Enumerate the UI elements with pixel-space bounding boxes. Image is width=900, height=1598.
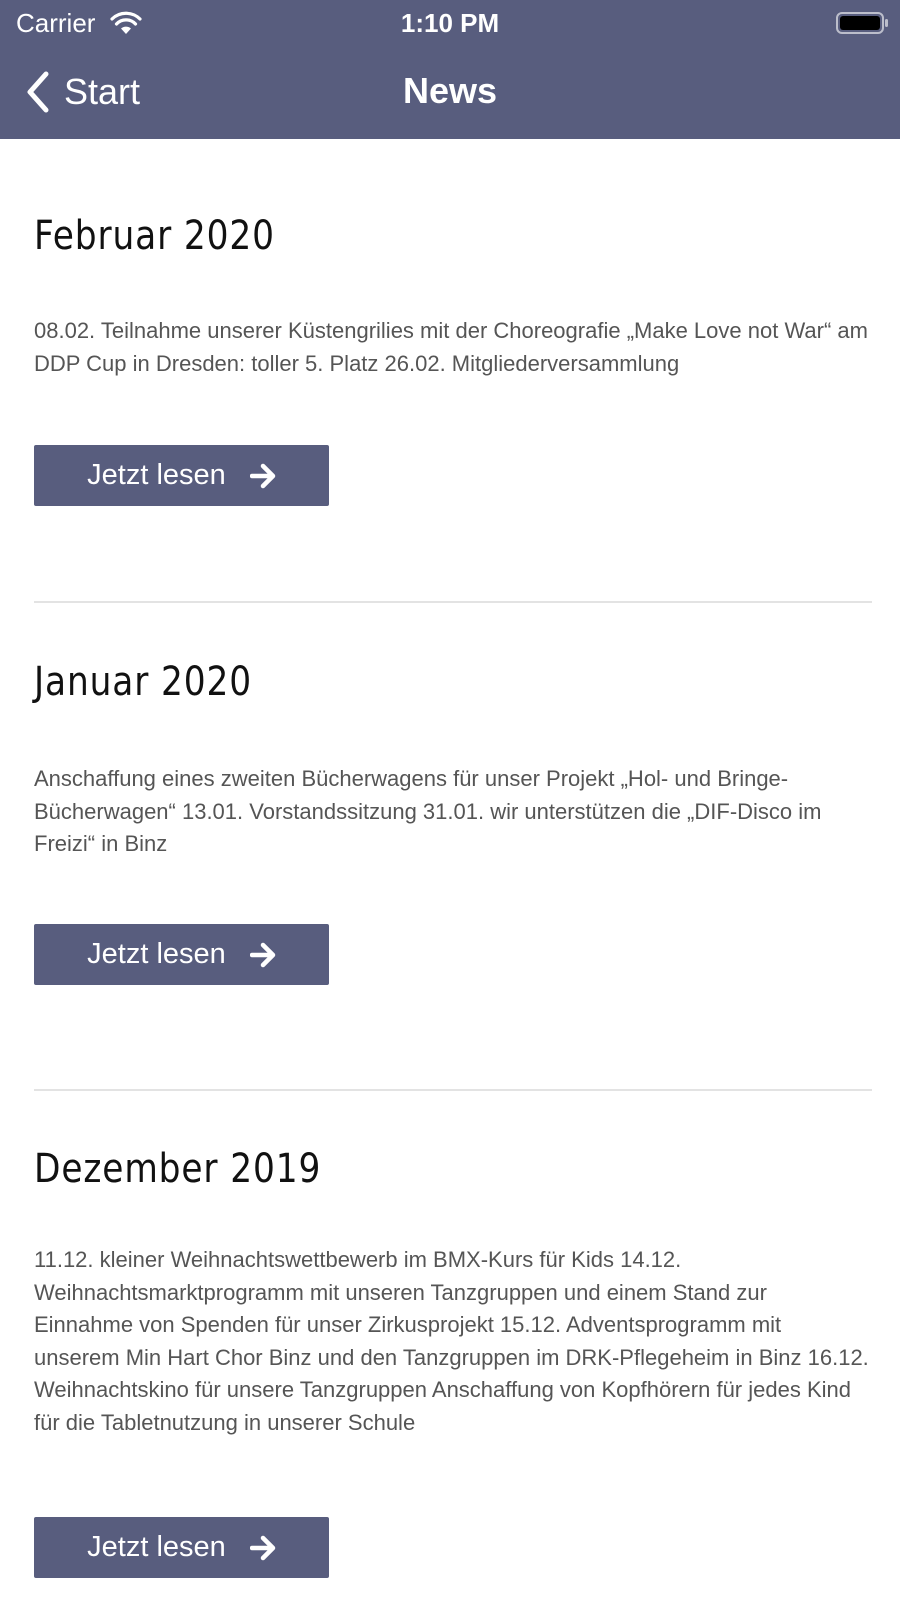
battery-icon xyxy=(836,12,890,34)
status-bar xyxy=(0,0,900,46)
divider xyxy=(34,601,872,603)
carrier-label: Carrier xyxy=(16,8,96,38)
arrow-right-icon xyxy=(250,463,276,489)
arrow-right-icon xyxy=(250,942,276,968)
news-title: Januar 2020 xyxy=(34,659,252,705)
navigation-bar xyxy=(0,46,900,139)
news-text: 11.12. kleiner Weihnachtswettbewerb im BMX-Kurs für Kids 14.12. Weihnachtsmarktprogramm mit unseren Tanzgruppen und einem Stand zur Einnahme von Spenden für unser Zirkusprojekt 15.12. Adventsprogramm mit unserem Min Hart Chor Binz und den Tanzgruppen im DRK-Pflegeheim in Binz 16.12. Weihnachtskino für unsere Tanzgruppen Anschaffung von Kopfhörern für jedes Kind für die Tabletnutzung in unserer Schule xyxy=(34,1247,869,1435)
news-text: Anschaffung eines zweiten Bücherwagens für unser Projekt „Hol- und Bringe-Bücherwagen“ 13.01. Vorstandssitzung 31.01. wir unterstützen die „DIF-Disco im Freizi“ in Binz xyxy=(34,766,822,856)
read-more-button[interactable] xyxy=(34,1517,329,1578)
news-text: 08.02. Teilnahme unserer Küstengrilies mit der Choreografie „Make Love not War“ am DDP Cup in Dresden: toller 5. Platz 26.02. Mitgliederversammlung xyxy=(34,318,868,376)
read-more-label: Jetzt lesen xyxy=(87,459,226,491)
news-title: Februar 2020 xyxy=(34,213,275,259)
arrow-right-icon xyxy=(250,1535,276,1561)
read-more-label: Jetzt lesen xyxy=(87,938,226,970)
header xyxy=(0,0,900,139)
page-title: News xyxy=(402,70,498,111)
back-button-label: Start xyxy=(64,71,141,112)
divider xyxy=(34,1089,872,1091)
news-title: Dezember 2019 xyxy=(34,1146,322,1192)
status-time: 1:10 PM xyxy=(400,8,500,38)
read-more-button[interactable] xyxy=(34,924,329,985)
read-more-label: Jetzt lesen xyxy=(87,1531,226,1563)
read-more-button[interactable] xyxy=(34,445,329,506)
